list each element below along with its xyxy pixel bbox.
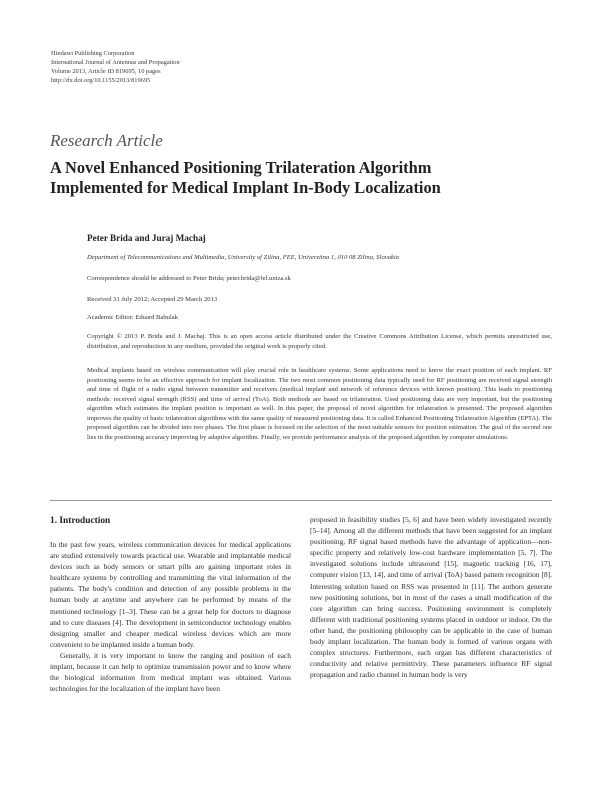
- received-accepted-dates: Received 31 July 2012; Accepted 29 March 2013: [87, 296, 218, 303]
- correspondence: Correspondence should be addressed to Peter Brida; peter.brida@fel.uniza.sk: [87, 275, 291, 282]
- introduction-heading: 1. Introduction: [50, 516, 111, 526]
- academic-editor: Academic Editor: Eduard Babulak: [87, 314, 178, 321]
- section-divider: [50, 500, 552, 501]
- publisher-name: Hindawi Publishing Corporation: [51, 50, 135, 57]
- authors: Peter Brida and Juraj Machaj: [87, 233, 206, 243]
- right-column: [310, 514, 552, 680]
- intro-paragraph-3: proposed in feasibility studies [5, 6] and have been widely investigated recently [5–14]. Among all the different methods that have been suggested for an implant positioning, RF signal based methods have the advantage of application—non-specific property and relatively low-cost hardware implementation [5, 7]. The investigated solutions include ultrasound [15], magnetic tracking [16, 17], computer vision [13, 14], and time of arrival (ToA) based pattern recognition [8]. Interesting solution based on RSS was presented in [11]. The authors generate new positioning solutions, but in most of the cases a small modification of the core algorithm can bring success. Positioning environment is completely different with traditional positioning systems placed in outdoor or indoor. On the other hand, the positioning philosophy can be applicable in the case of human body implant localization. The human body is formed of various organs with complex structures. Furthermore, each organ has different characteristics of conductivity and relative permittivity. These parameters influence RF signal propagation and radio channel in human body is very: [310, 515, 552, 680]
- journal-header: [51, 50, 180, 86]
- article-type: Research Article: [50, 131, 163, 150]
- journal-name: International Journal of Antennas and Propagation: [51, 58, 180, 66]
- intro-paragraph-1: In the past few years, wireless communication devices for medical applications are studied extensively towards practical use. Wearable and implantable medical devices such as body sensors or smart pills are gaining important roles in healthcare systems by controlling and transmitting the vital information of the patients. The body's condition and detection of any possible problems in the human body at anytime and anywhere can be performed by means of the mentioned technology [1–3]. These can be a great help for doctors to diagnose and to cure diseases [4]. The development in semiconductor technology enables designing smaller and cheaper medical wireless devices which are more convenient to be implanted inside a human body.: [50, 540, 291, 649]
- volume-info: Volume 2013, Article ID 819695, 10 pages: [51, 67, 161, 75]
- abstract: Medical implants based on wireless communication will play crucial role in healthcare systems. Some applications need to know the exact position of each implant. RF positioning seems to be an effective approach for implant localization. The two most common positioning data typically used for RF positioning are received signal strength and time of flight of a radio signal between transmitter and receivers (medical implant and network of reference devices with known position). This leads to positioning methods: received signal strength (RSS) and time of arrival (ToA). Both methods are based on trilateration. Used positioning data are very important, but the positioning algorithm which estimates the implant position is important as well. In this paper, the proposal of novel algorithm for trilateration is presented. The proposed algorithm improves the quality of basic trilateration algorithms with the same quality of measured positioning data. It is called Enhanced Positioning Trilateration Algorithm (EPTA). The proposed algorithm can be divided into two phases. The first phase is focused on the selection of the most suitable sensors for position estimation. The goal of the second one lies in the positioning accuracy improving by adaptive algorithm. Finally, we provide performance analysis of the proposed algorithm by computer simulations.: [87, 367, 552, 441]
- doi-link[interactable]: http://dx.doi.org/10.1155/2013/819695: [51, 76, 151, 84]
- left-column: [50, 539, 291, 694]
- affiliation: Department of Telecommunications and Multimedia, University of Zilina, FEE, Univerzitna 1, 010 08 Zilina, Slovakia: [87, 254, 400, 261]
- copyright-notice: Copyright © 2013 P. Brida and J. Machaj. This is an open access article distributed under the Creative Commons Attribution License, which permits unrestricted use, distribution, and reproduction in any medium, provided the original work is properly cited.: [87, 333, 552, 350]
- intro-paragraph-2: Generally, it is very important to know the ranging and position of each implant, because it can help to optimize transmission power and to know where the biological information from medical implant was obtained. Various technologies for the localization of the implant have been: [50, 650, 291, 694]
- title-line-1: A Novel Enhanced Positioning Trilateration Algorithm: [50, 158, 432, 177]
- article-title: [50, 158, 441, 198]
- title-line-2: Implemented for Medical Implant In-Body Localization: [50, 178, 441, 197]
